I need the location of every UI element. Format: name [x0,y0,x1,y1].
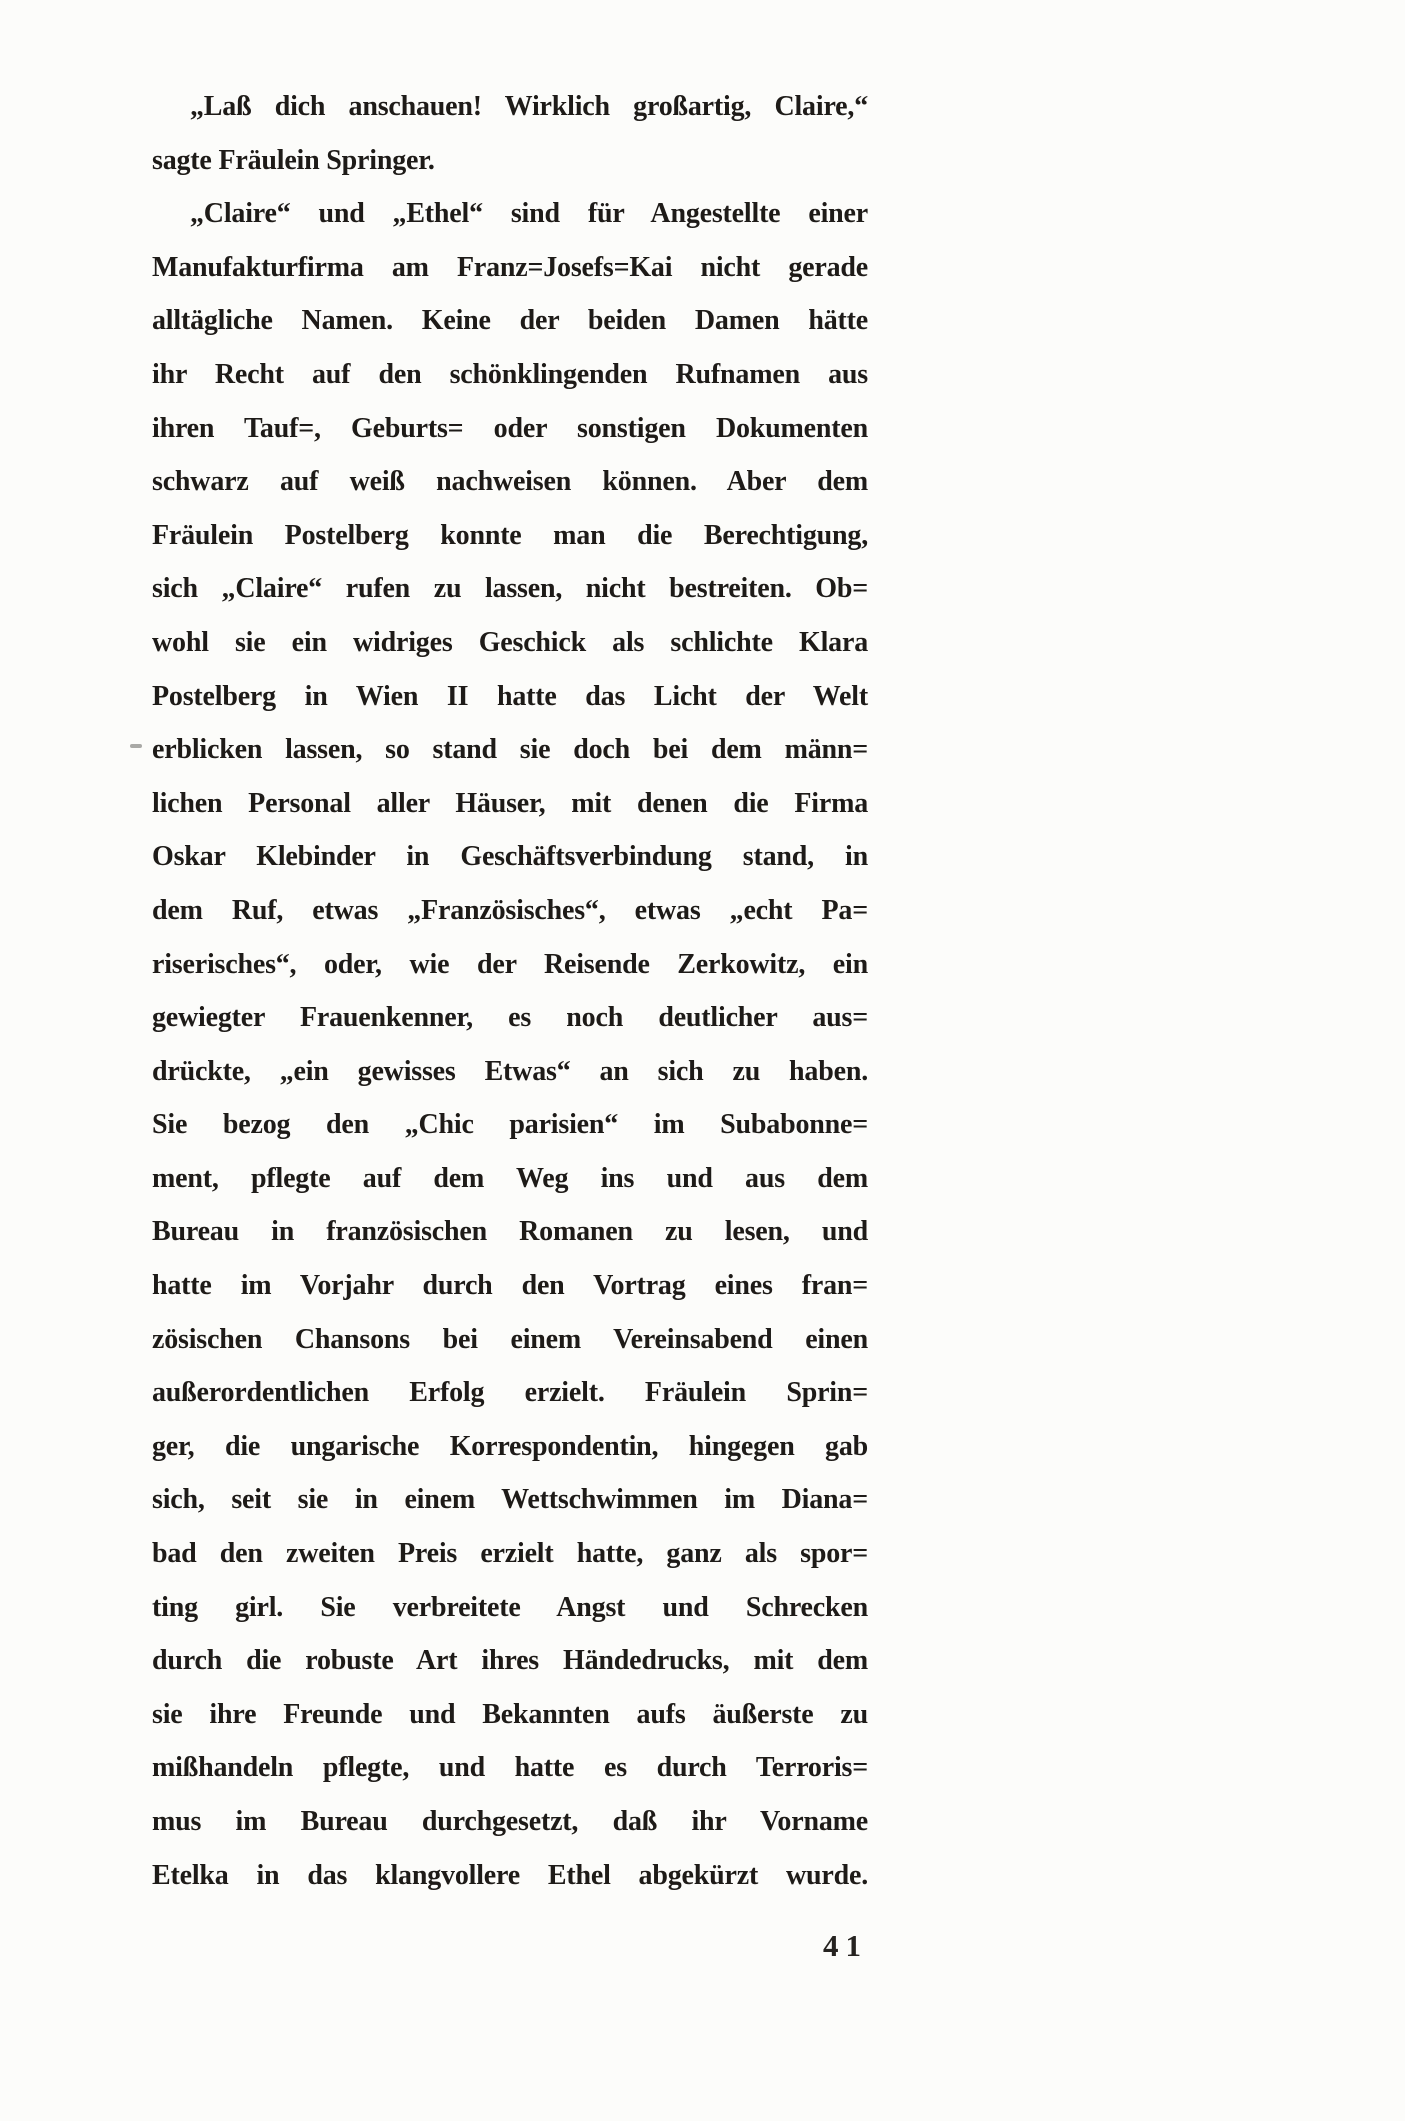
paragraph-1 [152,80,868,187]
scan-speck [130,744,142,748]
text-line: wohl sie ein widriges Geschick als schlichte Klara [152,626,868,658]
text-line: sich „Claire“ rufen zu lassen, nicht bestreiten. Ob= [152,573,868,605]
text-line: Postelberg in Wien II hatte das Licht der Welt [152,680,868,712]
text-line: dem Ruf, etwas „Französisches“, etwas „echt Pa= [152,894,868,926]
text-line: „Claire“ und „Ethel“ sind für Angestellte einer [190,198,868,230]
paragraph-2 [152,187,868,1902]
text-line: zösischen Chansons bei einem Vereinsabend einen [152,1323,868,1355]
text-line: ger, die ungarische Korrespondentin, hingegen gab [152,1430,868,1462]
text-line: ting girl. Sie verbreitete Angst und Schrecken [152,1591,868,1623]
text-line: Etelka in das klangvollere Ethel abgekürzt wurde. [152,1859,868,1891]
text-line: riserisches“, oder, wie der Reisende Zerkowitz, ein [152,948,868,980]
text-line: Manufakturfirma am Franz=Josefs=Kai nicht gerade [152,251,868,283]
text-line: sie ihre Freunde und Bekannten aufs äußerste zu [152,1698,868,1730]
text-line: alltägliche Namen. Keine der beiden Damen hätte [152,305,868,337]
text-line: gewiegter Frauenkenner, es noch deutlicher aus= [152,1002,868,1034]
page-number: 41 [823,1928,868,1963]
text-line: Sie bezog den „Chic parisien“ im Subabonne= [152,1109,868,1141]
text-line: ihr Recht auf den schönklingenden Rufnamen aus [152,358,868,390]
text-line: außerordentlichen Erfolg erzielt. Fräulein Sprin= [152,1377,868,1409]
text-line: erblicken lassen, so stand sie doch bei dem männ= [152,734,868,766]
text-line: lichen Personal aller Häuser, mit denen die Firma [152,787,868,819]
text-line: schwarz auf weiß nachweisen können. Aber dem [152,466,868,498]
text-line: sich, seit sie in einem Wettschwimmen im Diana= [152,1484,868,1516]
text-line: drückte, „ein gewisses Etwas“ an sich zu haben. [152,1055,868,1087]
text-line: mus im Bureau durchgesetzt, daß ihr Vorname [152,1806,868,1837]
text-line: Fräulein Postelberg konnte man die Berechtigung, [152,519,868,551]
text-line: ihren Tauf=, Geburts= oder sonstigen Dokumenten [152,412,868,444]
text-line: bad den zweiten Preis erzielt hatte, ganz als spor= [152,1538,868,1570]
text-line: „Laß dich anschauen! Wirklich großartig, Claire,“ [190,91,868,122]
text-line: Oskar Klebinder in Geschäftsverbindung stand, in [152,841,868,873]
text-line: mißhandeln pflegte, und hatte es durch Terroris= [152,1752,868,1784]
text-line: durch die robuste Art ihres Händedrucks, mit dem [152,1645,868,1677]
text-line: Bureau in französischen Romanen zu lesen, und [152,1216,868,1248]
text-line: sagte Fräulein Springer. [152,144,435,176]
page-text-block [152,80,868,1902]
text-line: ment, pflegte auf dem Weg ins und aus dem [152,1162,868,1194]
text-line: hatte im Vorjahr durch den Vortrag eines fran= [152,1270,868,1302]
